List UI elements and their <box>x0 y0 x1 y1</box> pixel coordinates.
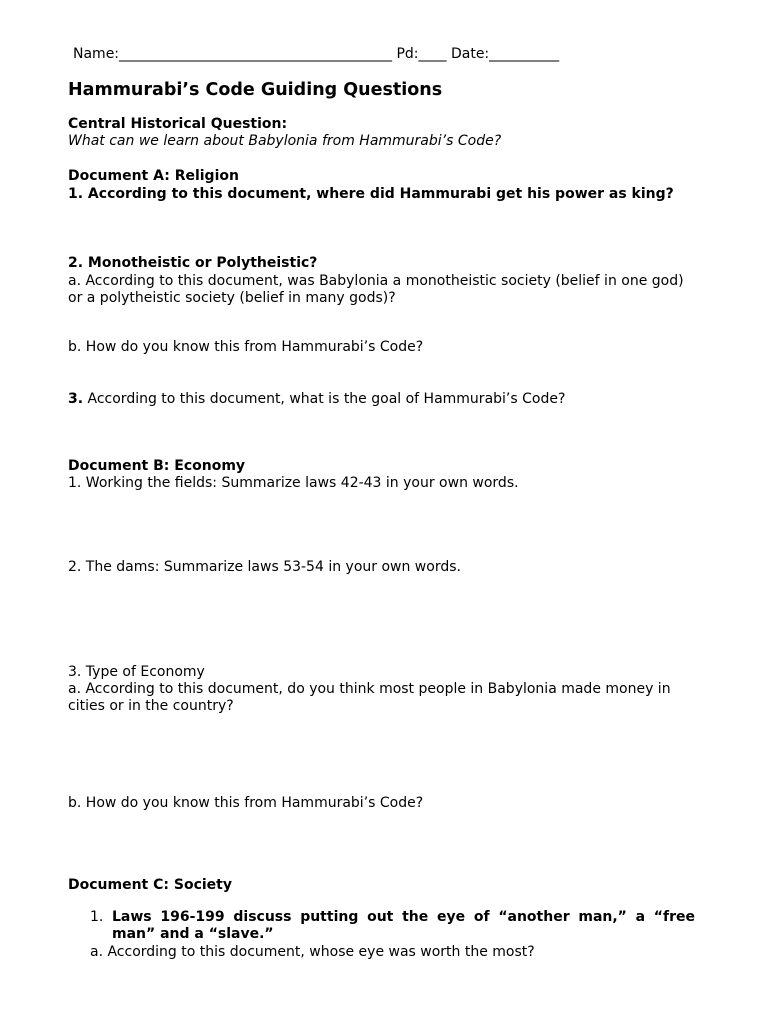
document-b-question-1: 1. Working the fields: Summarize laws 42-43 in your own words. <box>68 475 519 491</box>
central-question-text: What can we learn about Babylonia from Hammurabi’s Code? <box>68 133 502 149</box>
central-question-label: Central Historical Question: <box>68 116 288 132</box>
document-c-question-1a: a. According to this document, whose eye was worth the most? <box>90 944 535 960</box>
document-a-heading: Document A: Religion <box>68 168 239 184</box>
document-a-question-2a: a. According to this document, was Babylonia a monotheistic society (belief in one god) or a polytheistic society (belief in many gods)? <box>68 273 684 306</box>
document-a-question-3 <box>68 391 565 408</box>
document-c-question-1-number: 1. <box>90 909 104 925</box>
document-b-question-3-heading: 3. Type of Economy <box>68 664 205 680</box>
document-a-question-3-number: 3. <box>68 391 84 407</box>
document-a-question-2b: b. How do you know this from Hammurabi’s Code? <box>68 339 424 355</box>
name-period-date-line: Name:_______________________________________ Pd:____ Date:__________ <box>73 46 560 62</box>
document-a-question-1: 1. According to this document, where did Hammurabi get his power as king? <box>68 186 674 202</box>
page-title: Hammurabi’s Code Guiding Questions <box>68 80 443 100</box>
document-b-question-3b: b. How do you know this from Hammurabi’s Code? <box>68 795 424 811</box>
document-c-question-1: Laws 196-199 discuss putting out the eye of “another man,” a “free man” and a “slave.” <box>112 909 695 942</box>
document-a-question-3-text: According to this document, what is the goal of Hammurabi’s Code? <box>83 391 566 407</box>
document-b-heading: Document B: Economy <box>68 458 246 474</box>
document-a-question-2-heading: 2. Monotheistic or Polytheistic? <box>68 255 318 271</box>
document-b-question-2: 2. The dams: Summarize laws 53-54 in your own words. <box>68 559 461 575</box>
document-b-question-3a: a. According to this document, do you think most people in Babylonia made money in cities or in the country? <box>68 681 671 714</box>
document-c-heading: Document C: Society <box>68 877 232 893</box>
